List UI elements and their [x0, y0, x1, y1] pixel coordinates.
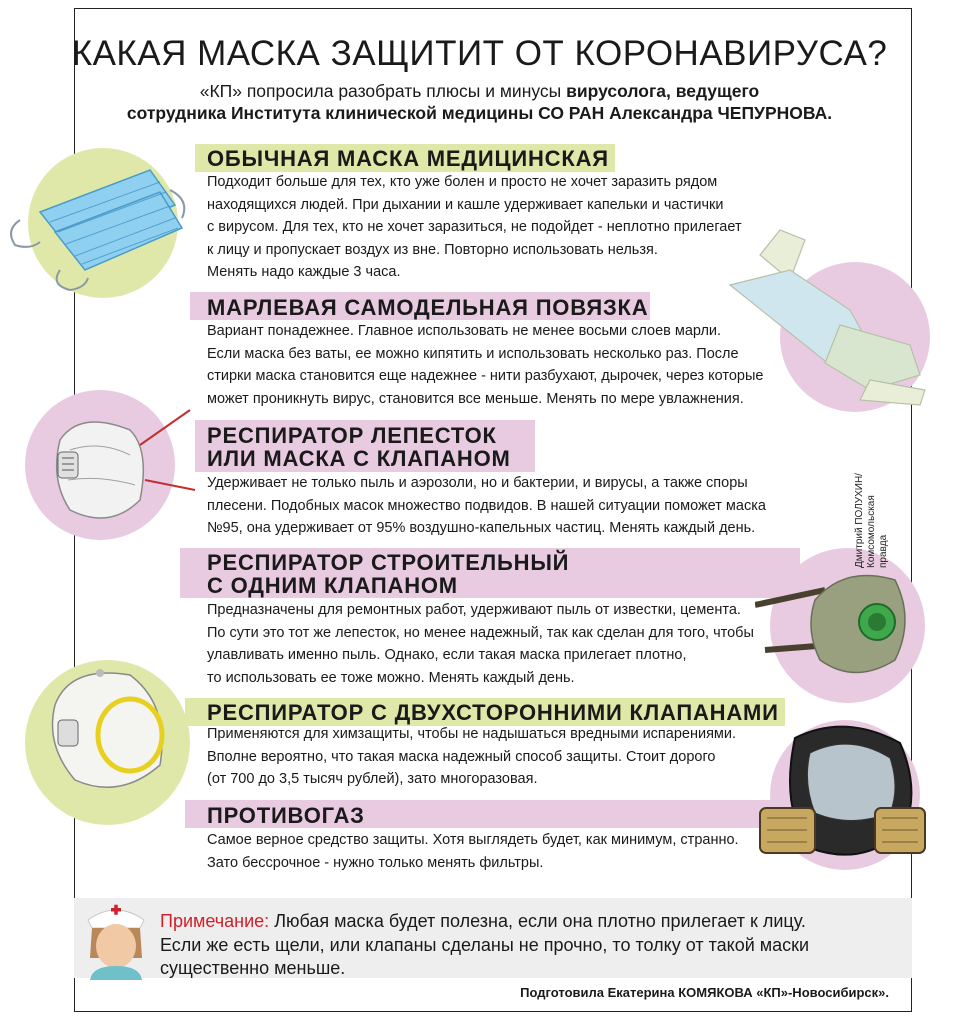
- section-3-body: [207, 472, 766, 540]
- section-5-line-3: (от 700 до 3,5 тысяч рублей), зато многоразовая.: [207, 771, 538, 787]
- section-5-line-2: Вполне вероятно, что такая маска надежный способ защиты. Стоит дорого: [207, 748, 716, 765]
- note-line-2: Если же есть щели, или клапаны сделаны не прочно, то толку от такой маски: [160, 934, 810, 955]
- section-1-line-4: к лицу и пропускает воздух из вне. Повторно использовать нельзя.: [207, 241, 658, 258]
- section-3-heading: [207, 424, 511, 470]
- section-2-line-4: может проникнуть вирус, становится все меньше. Менять по мере увлажнения.: [207, 390, 744, 407]
- section-4-heading-line-2: С ОДНИМ КЛАПАНОМ: [207, 573, 458, 598]
- section-1-line-5: Менять надо каждые 3 часа.: [207, 264, 401, 280]
- subtitle: [0, 80, 959, 124]
- medical-mask-icon: [0, 150, 200, 300]
- section-4-line-1: Предназначены для ремонтных работ, удерживают пыль от известки, цемента.: [207, 602, 741, 618]
- section-4-body: [207, 599, 754, 689]
- note-line-1: Любая маска будет полезна, если она плотно прилегает к лицу.: [269, 911, 806, 931]
- section-4-heading: [207, 551, 569, 597]
- petal-respirator-icon: [40, 400, 200, 540]
- section-1-line-2: находящихся людей. При дыхании и кашле удерживает капельки и частички: [207, 196, 724, 213]
- page-title: КАКАЯ МАСКА ЗАЩИТИТ ОТ КОРОНАВИРУСА?: [71, 34, 888, 73]
- photo-credit: [850, 430, 910, 570]
- section-6-line-2: Зато бессрочное - нужно только менять фильтры.: [207, 854, 544, 871]
- photo-credit-line-2: Комсомольская: [866, 495, 877, 568]
- section-3-line-1: Удерживает не только пыль и аэрозоли, но и бактерии, и вирусы, а также споры: [207, 475, 748, 491]
- section-1-line-3: с вирусом. Для тех, кто не хочет заразиться, не подойдет - неплотно прилегает: [207, 219, 742, 235]
- section-3-line-3: №95, она удерживает от 95% воздушно-капельных частиц. Менять каждый день.: [207, 520, 756, 536]
- section-5-body: [207, 723, 736, 791]
- section-3-heading-line-2: ИЛИ МАСКА С КЛАПАНОМ: [207, 446, 511, 471]
- section-1-heading: ОБЫЧНАЯ МАСКА МЕДИЦИНСКАЯ: [207, 146, 609, 171]
- gauze-bandage-icon: [720, 215, 930, 410]
- section-2-line-3: стирки маска становится еще надежнее - нити разбухают, дырочек, через которые: [207, 368, 764, 384]
- note-label: Примечание:: [160, 911, 270, 931]
- subtitle-prefix: «КП» попросила разобрать плюсы и минусы: [199, 81, 567, 101]
- section-1-body: [207, 171, 742, 284]
- photo-credit-line-1: Дмитрий ПОЛУХИН/: [854, 473, 865, 568]
- section-6-heading: ПРОТИВОГАЗ: [207, 803, 365, 828]
- section-2-heading: МАРЛЕВАЯ САМОДЕЛЬНАЯ ПОВЯЗКА: [207, 295, 649, 320]
- section-4-line-4: то использовать ее тоже можно. Менять каждый день.: [207, 669, 575, 686]
- author-credit: Подготовила Екатерина КОМЯКОВА «КП»-Новосибирск».: [520, 985, 889, 1000]
- section-4-heading-line-1: РЕСПИРАТОР СТРОИТЕЛЬНЫЙ: [207, 550, 570, 575]
- note-text: [160, 910, 809, 981]
- section-2-body: [207, 320, 763, 410]
- subtitle-bold-2: сотрудника Института клинической медицины СО РАН Александра ЧЕПУРНОВА.: [126, 103, 833, 123]
- section-2-line-1: Вариант понадежнее. Главное использовать не менее восьми слоев марли.: [207, 323, 722, 339]
- section-1-line-1: Подходит больше для тех, кто уже болен и просто не хочет заразить рядом: [207, 174, 718, 190]
- section-5-line-1: Применяются для химзащиты, чтобы не надышаться вредными испарениями.: [207, 726, 737, 742]
- construction-respirator-icon: [755, 560, 920, 690]
- section-3-heading-line-1: РЕСПИРАТОР ЛЕПЕСТОК: [207, 423, 497, 448]
- gas-mask-icon: [755, 718, 930, 878]
- nurse-icon: [80, 898, 152, 980]
- section-6-line-1: Самое верное средство защиты. Хотя выглядеть будет, как минимум, странно.: [207, 832, 739, 848]
- note-line-3: существенно меньше.: [160, 958, 346, 978]
- section-5-heading: РЕСПИРАТОР С ДВУХСТОРОННИМИ КЛАПАНАМИ: [207, 700, 779, 725]
- section-4-line-2: По сути это тот же лепесток, но менее надежный, так как сделан для того, чтобы: [207, 624, 754, 641]
- section-3-line-2: плесени. Подобных масок множество подвидов. В нашей ситуации поможет маска: [207, 497, 766, 514]
- section-4-line-3: улавливать именно пыль. Однако, если такая маска прилегает плотно,: [207, 647, 687, 663]
- subtitle-bold-1: вирусолога, ведущего: [566, 81, 760, 101]
- section-6-body: [207, 829, 739, 874]
- double-valve-respirator-icon: [40, 655, 190, 805]
- photo-credit-line-3: правда: [878, 534, 889, 568]
- section-2-line-2: Если маска без ваты, ее можно кипятить и использовать несколько раз. После: [207, 345, 739, 362]
